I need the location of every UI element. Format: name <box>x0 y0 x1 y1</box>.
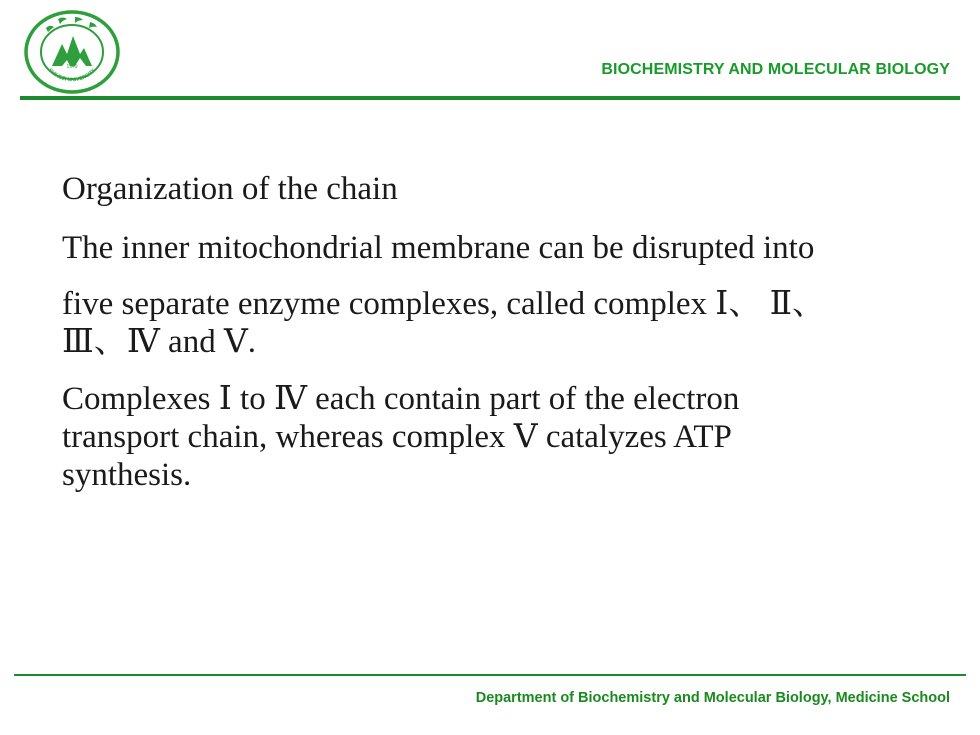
header-divider <box>20 96 960 100</box>
logo-year: 1949 <box>66 64 78 70</box>
university-seal-icon <box>20 8 124 96</box>
slide-body <box>62 170 954 494</box>
header-title: BIOCHEMISTRY AND MOLECULAR BIOLOGY <box>601 61 950 78</box>
footer-department: Department of Biochemistry and Molecular Biology, Medicine School <box>475 690 950 706</box>
paragraph-inner-membrane: The inner mitochondrial membrane can be disrupted into <box>62 230 815 266</box>
footer-divider <box>14 674 966 676</box>
logo-name: SHIHEZI UNIVERSITY <box>46 67 98 84</box>
section-heading: Organization of the chain <box>62 171 398 207</box>
paragraph-complexes-function: Complexes Ⅰ to Ⅳ each contain part of the electron transport chain, whereas complex Ⅴ catalyzes ATP synthesis. <box>62 381 740 493</box>
paragraph-five-complexes: five separate enzyme complexes, called complex Ⅰ、 Ⅱ、 Ⅲ、Ⅳ and Ⅴ. <box>62 286 825 360</box>
